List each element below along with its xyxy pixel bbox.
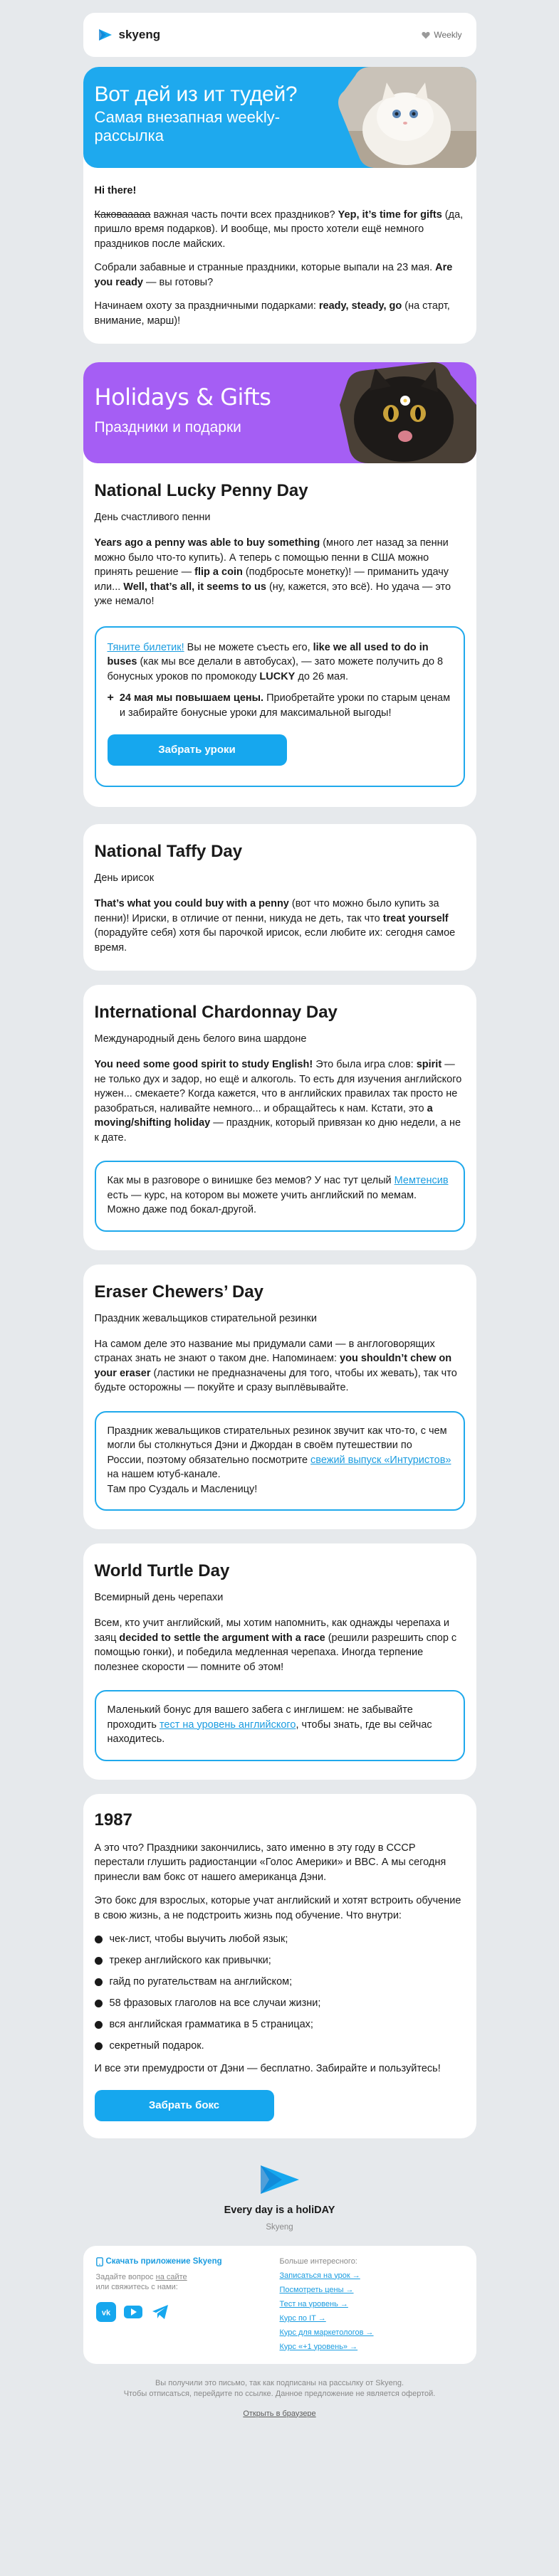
penny-card [83,362,476,807]
plus-icon: + [107,692,114,704]
hero-title: Вот дей из ит тудей? [94,83,298,106]
intourists-note: Там про Суздаль и Масленицу! [107,1483,258,1495]
box-1987-card [83,1794,476,2138]
level-test-link[interactable]: тест на уровень английского [159,1719,296,1731]
y1987-paragraph-3: И все эти премудрости от Дэни — бесплатно. Забирайте и пользуйтесь! [94,2063,441,2074]
penny-title: National Lucky Penny Day [94,481,308,500]
bullet-icon [95,1936,103,1943]
list-item: чек-лист, чтобы выучить любой язык; [95,1932,465,1946]
list-item: вся английская грамматика в 5 страницах; [95,2017,465,2032]
chardonnay-card [83,985,476,1250]
list-item: трекер английского как привычки; [95,1953,465,1968]
download-app-link[interactable]: Скачать приложение Skyeng [96,2257,280,2266]
bullet-icon [95,1957,103,1965]
level-test-box: Маленький бонус для вашего забега с инглишем: не забывайте проходить тест на уровень английского, чтобы знать, где вы сейчас находитесь. [95,1690,465,1761]
hero-subtitle: Самая внезапная weekly-рассылка [94,108,281,144]
get-lessons-button[interactable]: Забрать уроки [108,734,287,766]
memtensive-link[interactable]: Мемтенсив [394,1175,449,1186]
turtle-paragraph: Всем, кто учит английский, мы хотим напомнить, как однажды черепаха и заяц decided to settle the argument with a race (решили разрешить спор с помощью гонки), и победила медленная черепаха. Иногда терпение полезнее скорости — помните об этом! [94,1617,457,1673]
footer-links [280,2257,464,2351]
eraser-paragraph: На самом деле это название мы придумали сами — в англоговорящих странах знать не знают о таком дне. Напоминаем: you shouldn’t chew on your eraser (ластики не предназначены для того, чтобы их жевать), так что будьте осторожны — покуйте и сразу выплёвывайте. [94,1338,457,1393]
ticket-link[interactable]: Тяните билетик! [107,641,184,653]
list-item: секретный подарок. [95,2039,465,2053]
cat-photo-image [327,67,476,168]
penny-subtitle: День счастливого пенни [94,512,211,523]
ask-question-text: Задайте вопрос на сайте или свяжитесь с нами: [95,2272,187,2291]
get-box-button[interactable]: Забрать бокс [95,2090,274,2121]
phone-icon [96,2257,103,2266]
box-contents-list [95,1932,465,2053]
turtle-card [83,1543,476,1780]
footer-brand-name: Skyeng [266,2222,293,2232]
taffy-paragraph: That’s what you could buy with a penny (вот что можно было купить за пенни)! Ириски, в отличие от пенни, никуда не деть, так что treat yourself (порадуйте себя) хотя бы парочкой ирисок, если любите их: сегодня самое время. [94,898,456,954]
site-link[interactable]: на сайте [155,2272,187,2281]
y1987-paragraph-1: А это что? Праздники закончились, зато именно в эту году в СССР перестали глушить радиостанции «Голос Америки» и BBC. А мы сегодня принесли вам бокс от нашего американца Дэни. [94,1842,446,1883]
skyeng-logo-icon [258,2164,302,2195]
price-note: + 24 мая мы повышаем цены. Приобретайте уроки по старым ценам и забирайте бонусные уроки для максимальной выгоды! [108,691,452,730]
footer-link-it[interactable]: Курс по IT → [279,2313,326,2323]
open-in-browser-link[interactable]: Открыть в браузере [243,2409,316,2418]
intro-paragraph-3: Начинаем охоту за праздничными подарками: ready, steady, go (на старт, внимание, марш)! [94,300,450,327]
banner-title: Holidays & Gifts [94,384,271,411]
more-heading: Больше интересного: [279,2256,357,2266]
weekly-label [422,30,461,40]
holidays-banner[interactable] [83,362,476,463]
footer-link-lesson[interactable]: Записаться на урок → [279,2271,360,2280]
turtle-title: World Turtle Day [94,1561,230,1580]
chardonnay-title: International Chardonnay Day [94,1003,338,1022]
header-bar [83,13,476,57]
intro-paragraph-2: Собрали забавные и странные праздники, которые выпали на 23 мая. Are you ready — вы готовы? [94,262,453,288]
intro-card [83,67,476,344]
intourists-box: Праздник жевальщиков стирательных резинок звучит как что-то, с чем могли бы столкнуться Дэни и Джордан в своём путешествии по России, поэтому обязательно посмотрите свежий выпуск «Интуристов» на нашем ютуб-канале. Там про Суздаль и Масленицу! [95,1411,465,1511]
y1987-title: 1987 [94,1810,132,1830]
intro-paragraph-1: Каковааааа важная часть почти всех праздников? Yep, it’s time for gifts (да, пришло время подарков). И вообще, мы просто хотели ещё немного праздников после майских. [94,208,464,250]
footer-contacts [96,2257,280,2351]
footer-link-test[interactable]: Тест на уровень → [279,2299,348,2308]
list-item: гайд по ругательствам на английском; [95,1975,465,1989]
promo-text: Тяните билетик! Вы не можете съесть его, like we all used to do in buses (как мы все делали в автобусах), — зато можете получить до 8 бонусных уроков по промокоду LUCKY до 26 мая. [107,641,444,682]
greeting: Hi there! [94,185,137,196]
svg-text:vk: vk [101,2308,110,2317]
penny-paragraph: Years ago a penny was able to buy something (много лет назад за пенни можно было что-то купить). А теперь с помощью пенни в США можно принять решение — flip a coin (подбросьте монетку)! — приманить удачу или... Well, that’s all, it seems to us (ну, кажется, это всё). Но удача — это уже немало! [94,537,451,607]
heart-icon [422,31,430,39]
bullet-icon [95,2021,103,2029]
eraser-subtitle: Праздник жевальщиков стирательной резинки [94,1312,317,1324]
penny-promo-box [95,626,465,788]
taffy-title: National Taffy Day [94,842,243,861]
telegram-icon[interactable] [150,2302,170,2322]
list-item: 58 фразовых глаголов на все случаи жизни; [95,1996,465,2010]
bullet-icon [95,2000,103,2007]
taffy-card [83,824,476,971]
hero-banner[interactable] [83,67,476,168]
vk-icon[interactable] [96,2302,116,2322]
weekly-text: Weekly [434,30,462,40]
black-cat-photo-image [325,362,476,463]
y1987-paragraph-2: Это бокс для взрослых, которые учат английский и хотят встроить обучение в свою жизнь, а не подстроить жизнь под обучение. Что внутри: [94,1895,461,1921]
legal-text: Вы получили это письмо, так как подписаны на рассылку от Skyeng. Чтобы отписаться, перейдите по ссылке. Данное предложение не является офертой. [123,2378,436,2398]
footer-tagline: Every day is a holiDAY [224,2204,335,2216]
eraser-title: Eraser Chewers’ Day [94,1282,263,1302]
brand-logo[interactable] [98,28,161,42]
bullet-icon [95,1978,103,1986]
eraser-card [83,1265,476,1530]
taffy-subtitle: День ирисок [94,872,155,884]
memtensive-box: Как мы в разговоре о винишке без мемов? У нас тут целый Мемтенсив есть — курс, на котором вы можете учить английский по мемам. Можно даже под бокал-другой. [95,1161,465,1232]
bullet-icon [95,2042,103,2050]
footer-brand [0,2153,559,2246]
banner-subtitle: Праздники и подарки [94,419,241,436]
chardonnay-paragraph: You need some good spirit to study English! Это была игра слов: spirit — не только дух и задор, но ещё и алкоголь. То есть для изучения английского нужен... смекаете? Когда кажется, что в английских правилах так просто не разобраться, наливайте немного... и обращайтесь к нам. Кстати, это a moving/shifting holiday — праздник, который привязан ко дню недели, а не к дате. [94,1059,462,1144]
social-links [96,2302,280,2322]
footer-card [83,2246,476,2364]
chardonnay-subtitle: Международный день белого вина шардоне [94,1033,307,1045]
turtle-subtitle: Всемирный день черепахи [94,1592,224,1603]
youtube-icon[interactable] [123,2302,143,2322]
footer-link-level-up[interactable]: Курс «+1 уровень» → [279,2342,358,2351]
footer-link-prices[interactable]: Посмотреть цены → [279,2285,354,2294]
brand-name: skyeng [118,28,161,41]
skyeng-logo-icon [98,28,113,41]
intourists-link[interactable]: свежий выпуск «Интуристов» [310,1454,451,1466]
footer-link-marketing[interactable]: Курс для маркетологов → [279,2328,374,2337]
